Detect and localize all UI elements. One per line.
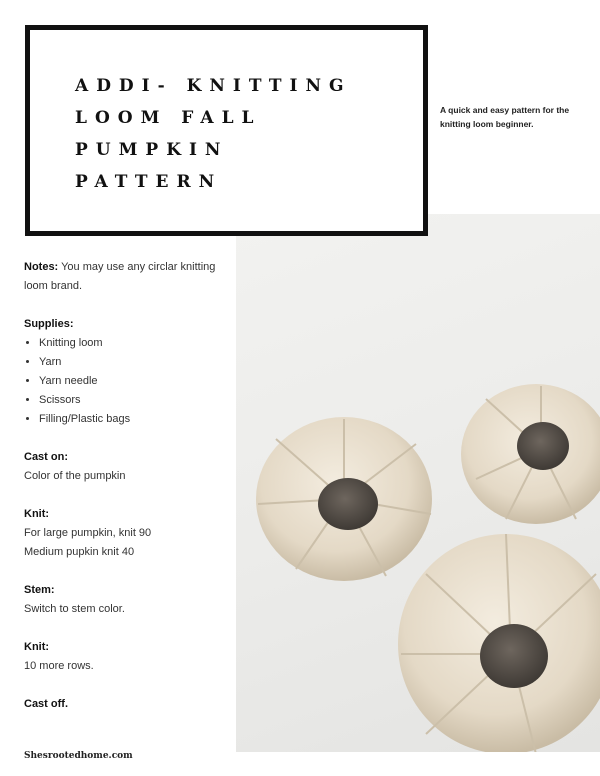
cast-on-section: [24, 448, 229, 486]
stem-label: Stem:: [24, 584, 55, 596]
tagline: A quick and easy pattern for the knitting loom beginner.: [440, 105, 570, 129]
stem-text: Switch to stem color.: [24, 603, 125, 615]
page-title: [75, 70, 375, 198]
title-line: PATTERN: [75, 172, 223, 192]
title-line: ADDI- KNITTING: [75, 76, 352, 96]
cast-on-text: Color of the pumpkin: [24, 470, 126, 482]
list-item: • Filling/Plastic bags: [39, 410, 229, 429]
knit-label: Knit:: [24, 641, 50, 653]
footer-site: Shesrootedhome.com: [24, 751, 133, 761]
cast-on-label: Cast on:: [24, 451, 68, 463]
pattern-instructions: [24, 258, 229, 733]
list-item: • Yarn needle: [39, 372, 229, 391]
pumpkin-large-bottom: [398, 534, 600, 752]
knit-text: For large pumpkin, knit 90: [24, 527, 152, 539]
list-item: • Yarn: [39, 353, 229, 372]
notes-label: Notes:: [24, 261, 59, 273]
supplies-list: [24, 334, 229, 429]
knit-text: 10 more rows.: [24, 660, 94, 672]
stem-section: [24, 581, 229, 619]
list-item: • Scissors: [39, 391, 229, 410]
cast-off-label: Cast off.: [24, 698, 68, 710]
knit-more-section: [24, 638, 229, 676]
title-box: [25, 25, 428, 236]
knit-label: Knit:: [24, 508, 50, 520]
notes: [24, 258, 229, 296]
list-item: • Knitting loom: [39, 334, 229, 353]
title-line: LOOM FALL: [75, 108, 262, 128]
knit-text: Medium pupkin knit 40: [24, 546, 135, 558]
supplies-label: Supplies:: [24, 318, 74, 330]
knit-section: [24, 505, 229, 562]
notes-text: You may use any circlar knitting loom brand.: [24, 261, 216, 292]
supplies-section: [24, 315, 229, 429]
title-line: PUMPKIN: [75, 140, 229, 160]
cast-off-section: [24, 695, 229, 714]
pumpkin-small-right: [461, 384, 600, 524]
pumpkin-photo: [236, 214, 600, 752]
pumpkin-medium-left: [256, 417, 432, 581]
